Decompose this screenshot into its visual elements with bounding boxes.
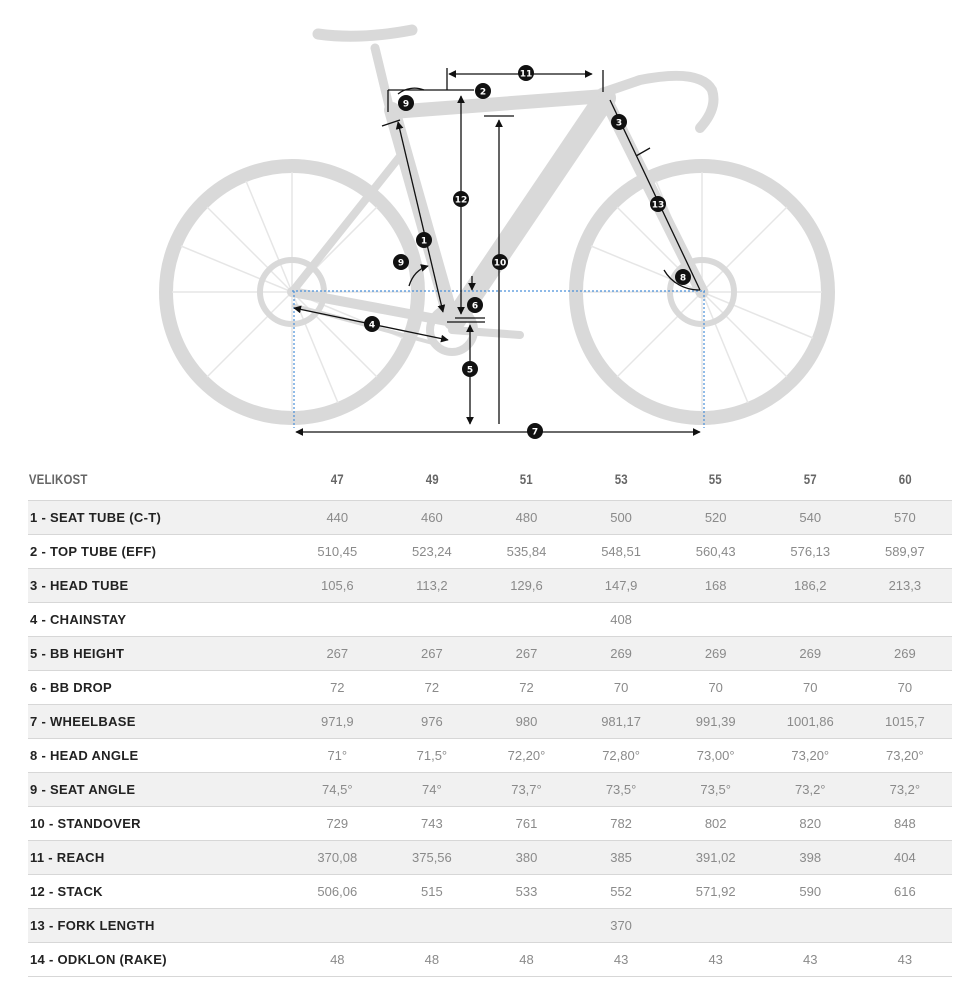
header-size-53: 53: [614, 471, 628, 487]
row-value: 375,56: [385, 841, 480, 875]
row-value: 113,2: [385, 569, 480, 603]
table-row: [28, 603, 952, 637]
row-value: 533: [479, 875, 574, 909]
table-row: [28, 943, 952, 977]
row-value: 129,6: [479, 569, 574, 603]
row-value: 510,45: [290, 535, 385, 569]
row-label: 9 - SEAT ANGLE: [28, 773, 290, 807]
row-value: 73,2°: [763, 773, 858, 807]
row-value: 70: [858, 671, 953, 705]
row-value: 548,51: [574, 535, 669, 569]
row-value: 73,20°: [858, 739, 953, 773]
marker-9-top: [398, 95, 414, 111]
row-value: 743: [385, 807, 480, 841]
table-header-row: [28, 458, 952, 501]
row-value: 761: [479, 807, 574, 841]
marker-2: [475, 83, 491, 99]
row-value: 267: [479, 637, 574, 671]
row-value: 981,17: [574, 705, 669, 739]
svg-text:5: 5: [466, 365, 474, 376]
row-label: 1 - SEAT TUBE (C-T): [28, 501, 290, 535]
marker-7: [527, 423, 543, 439]
row-value: 991,39: [668, 705, 763, 739]
row-value: 267: [385, 637, 480, 671]
marker-8: [675, 269, 691, 285]
row-value: 571,92: [668, 875, 763, 909]
row-value: 73,7°: [479, 773, 574, 807]
row-value: 616: [858, 875, 953, 909]
table-row: [28, 705, 952, 739]
svg-text:6: 6: [471, 301, 479, 312]
marker-9-bottom: [393, 254, 409, 270]
header-size-57: 57: [803, 471, 817, 487]
row-value: 370,08: [290, 841, 385, 875]
table-row: [28, 671, 952, 705]
row-value: 480: [479, 501, 574, 535]
marker-1: [416, 232, 432, 248]
row-value: 73,2°: [858, 773, 953, 807]
row-value: 971,9: [290, 705, 385, 739]
row-value: 269: [858, 637, 953, 671]
row-label: 4 - CHAINSTAY: [28, 603, 290, 637]
row-label: 14 - ODKLON (RAKE): [28, 943, 290, 977]
row-value: 168: [668, 569, 763, 603]
table-row: [28, 569, 952, 603]
row-value: 269: [574, 637, 669, 671]
header-size-label: VELIKOST: [28, 471, 88, 487]
row-value: 70: [668, 671, 763, 705]
row-value: 72: [290, 671, 385, 705]
marker-5: [462, 361, 478, 377]
row-value: 802: [668, 807, 763, 841]
row-value: 520: [668, 501, 763, 535]
row-value: 523,24: [385, 535, 480, 569]
row-value: 391,02: [668, 841, 763, 875]
row-value: 73,00°: [668, 739, 763, 773]
table-row: [28, 501, 952, 535]
svg-text:9: 9: [402, 99, 410, 110]
svg-text:3: 3: [615, 118, 623, 129]
row-value: 1015,7: [858, 705, 953, 739]
marker-10: [492, 254, 508, 270]
row-value: 48: [385, 943, 480, 977]
geometry-table: [28, 458, 952, 977]
row-label: 7 - WHEELBASE: [28, 705, 290, 739]
table-row: [28, 773, 952, 807]
row-value: 385: [574, 841, 669, 875]
row-value: 976: [385, 705, 480, 739]
row-value: 729: [290, 807, 385, 841]
row-value: 71,5°: [385, 739, 480, 773]
svg-text:11: 11: [519, 69, 533, 80]
row-value: 500: [574, 501, 669, 535]
table-row: [28, 739, 952, 773]
row-value: 72: [385, 671, 480, 705]
row-value: 269: [668, 637, 763, 671]
row-value: 506,06: [290, 875, 385, 909]
row-label: 8 - HEAD ANGLE: [28, 739, 290, 773]
row-value: 213,3: [858, 569, 953, 603]
header-size-49: 49: [425, 471, 439, 487]
row-value: 404: [858, 841, 953, 875]
marker-11: [518, 65, 534, 81]
row-value: 590: [763, 875, 858, 909]
svg-text:4: 4: [368, 320, 376, 331]
row-value: 560,43: [668, 535, 763, 569]
header-size-47: 47: [330, 471, 344, 487]
row-label: 12 - STACK: [28, 875, 290, 909]
row-label: 3 - HEAD TUBE: [28, 569, 290, 603]
row-value: 147,9: [574, 569, 669, 603]
row-value: 820: [763, 807, 858, 841]
row-label: 5 - BB HEIGHT: [28, 637, 290, 671]
table-row: [28, 807, 952, 841]
row-value: 73,20°: [763, 739, 858, 773]
row-value: 43: [763, 943, 858, 977]
svg-text:10: 10: [493, 258, 507, 269]
row-value: 267: [290, 637, 385, 671]
row-value: 73,5°: [574, 773, 669, 807]
row-value: 48: [479, 943, 574, 977]
row-value: 398: [763, 841, 858, 875]
row-value: 71°: [290, 739, 385, 773]
marker-3: [611, 114, 627, 130]
row-value: 186,2: [763, 569, 858, 603]
row-merged-value: 370: [290, 909, 952, 943]
row-value: 848: [858, 807, 953, 841]
marker-13: [650, 196, 666, 212]
row-value: 380: [479, 841, 574, 875]
svg-text:1: 1: [420, 236, 428, 247]
svg-text:8: 8: [679, 273, 687, 284]
row-value: 43: [574, 943, 669, 977]
row-value: 269: [763, 637, 858, 671]
marker-4: [364, 316, 380, 332]
row-value: 105,6: [290, 569, 385, 603]
header-size-55: 55: [709, 471, 723, 487]
svg-text:13: 13: [651, 200, 665, 211]
table-row: [28, 909, 952, 943]
marker-12: [453, 191, 469, 207]
row-value: 74°: [385, 773, 480, 807]
row-value: 72: [479, 671, 574, 705]
row-value: 48: [290, 943, 385, 977]
row-value: 540: [763, 501, 858, 535]
row-label: 2 - TOP TUBE (EFF): [28, 535, 290, 569]
table-row: [28, 637, 952, 671]
row-label: 11 - REACH: [28, 841, 290, 875]
row-value: 515: [385, 875, 480, 909]
row-value: 74,5°: [290, 773, 385, 807]
row-value: 73,5°: [668, 773, 763, 807]
row-value: 589,97: [858, 535, 953, 569]
row-label: 13 - FORK LENGTH: [28, 909, 290, 943]
row-label: 10 - STANDOVER: [28, 807, 290, 841]
svg-text:9: 9: [397, 258, 405, 269]
svg-text:12: 12: [454, 195, 468, 206]
table-row: [28, 875, 952, 909]
row-value: 576,13: [763, 535, 858, 569]
header-size-51: 51: [519, 471, 534, 487]
svg-text:7: 7: [531, 427, 539, 438]
row-value: 980: [479, 705, 574, 739]
marker-6: [467, 297, 483, 313]
row-value: 535,84: [479, 535, 574, 569]
row-value: 1001,86: [763, 705, 858, 739]
header-size-60: 60: [898, 471, 912, 487]
svg-text:2: 2: [479, 87, 487, 98]
row-value: 440: [290, 501, 385, 535]
row-value: 782: [574, 807, 669, 841]
row-value: 70: [763, 671, 858, 705]
bike-silhouette: [166, 30, 828, 418]
row-value: 43: [668, 943, 763, 977]
row-value: 72,80°: [574, 739, 669, 773]
table-row: [28, 535, 952, 569]
row-value: 460: [385, 501, 480, 535]
row-value: 552: [574, 875, 669, 909]
row-merged-value: 408: [290, 603, 952, 637]
row-value: 43: [858, 943, 953, 977]
row-value: 72,20°: [479, 739, 574, 773]
table-row: [28, 841, 952, 875]
row-value: 70: [574, 671, 669, 705]
bike-geometry-diagram: [0, 0, 980, 450]
row-value: 570: [858, 501, 953, 535]
row-label: 6 - BB DROP: [28, 671, 290, 705]
